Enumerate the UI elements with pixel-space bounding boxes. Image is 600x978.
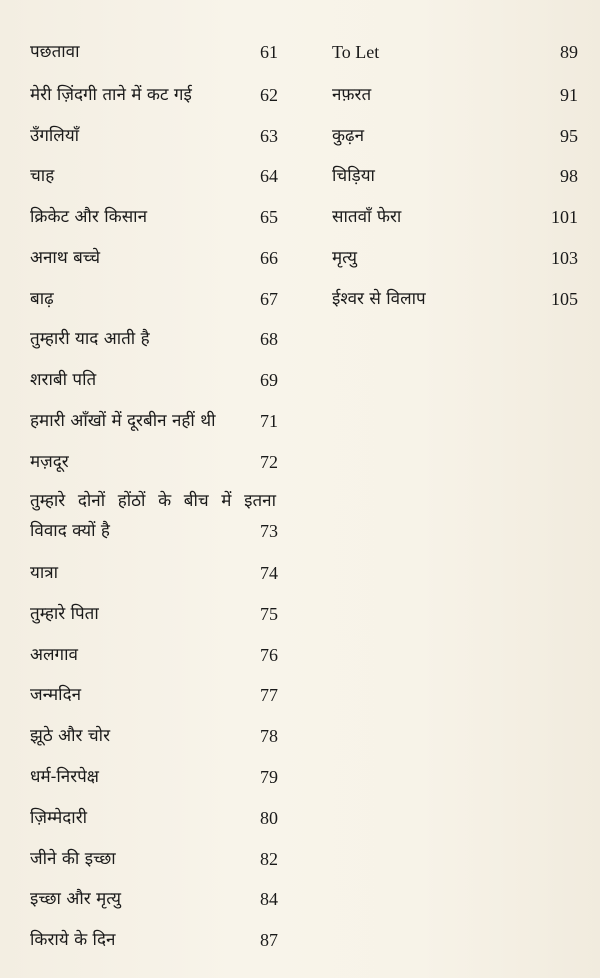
toc-entry-page: 105 xyxy=(551,289,578,309)
toc-entry-title: झूठे और चोर xyxy=(30,726,111,746)
toc-entry-title: मेरी ज़िंदगी ताने में कट गई xyxy=(30,85,192,105)
toc-entry-title: To Let xyxy=(332,42,380,62)
toc-entry-title-line2: विवाद क्यों है xyxy=(30,521,110,541)
toc-entry-page: 65 xyxy=(260,207,278,227)
toc-entry-page: 71 xyxy=(260,411,278,431)
toc-entry-title: पछतावा xyxy=(30,42,80,62)
toc-entry-page: 84 xyxy=(260,889,278,909)
toc-entry-page: 77 xyxy=(260,685,278,705)
toc-entry-title: यात्रा xyxy=(30,563,59,583)
toc-entry-page: 61 xyxy=(260,42,278,62)
toc-entry-title: मृत्यु xyxy=(332,248,357,268)
toc-entry-page: 80 xyxy=(260,808,278,828)
toc-entry-page: 72 xyxy=(260,452,278,472)
toc-entry-title: तुम्हारी याद आती है xyxy=(30,329,150,349)
toc-entry-page: 82 xyxy=(260,849,278,869)
toc-entry-title-line1: तुम्हारे दोनों होंठों के बीच में इतना xyxy=(30,491,276,511)
toc-entry-page: 63 xyxy=(260,126,278,146)
toc-entry-title: ईश्वर से विलाप xyxy=(332,289,426,309)
toc-entry-page: 73 xyxy=(260,521,278,541)
toc-entry-page: 67 xyxy=(260,289,278,309)
toc-entry-title: हमारी आँखों में दूरबीन नहीं थी xyxy=(30,411,216,431)
toc-entry-page: 95 xyxy=(560,126,578,146)
toc-entry-title: कुढ़न xyxy=(332,126,365,146)
toc-entry-title: किराये के दिन xyxy=(30,930,116,950)
toc-entry-title: धर्म-निरपेक्ष xyxy=(30,767,100,787)
toc-entry-page: 101 xyxy=(551,207,578,227)
toc-entry-title: नफ़रत xyxy=(332,85,372,105)
toc-entry-page: 79 xyxy=(260,767,278,787)
toc-entry-title: जीने की इच्छा xyxy=(30,849,116,869)
toc-entry-page: 64 xyxy=(260,166,278,186)
toc-entry-title: इच्छा और मृत्यु xyxy=(30,889,122,909)
toc-entry-page: 98 xyxy=(560,166,578,186)
toc-entry-page: 68 xyxy=(260,329,278,349)
toc-entry-title: चिड़िया xyxy=(332,166,375,186)
toc-entry-title: शराबी पति xyxy=(30,370,97,390)
toc-entry-title: अनाथ बच्चे xyxy=(30,248,101,268)
toc-entry-title: उँगलियाँ xyxy=(30,126,80,146)
toc-entry-page: 87 xyxy=(260,930,278,950)
toc-entry-title: जन्मदिन xyxy=(30,685,82,705)
toc-entry-title: बाढ़ xyxy=(30,289,54,309)
toc-entry-page: 91 xyxy=(560,85,578,105)
toc-entry-title: चाह xyxy=(30,166,55,186)
toc-entry-page: 66 xyxy=(260,248,278,268)
toc-entry-title: क्रिकेट और किसान xyxy=(30,207,148,227)
toc-entry-page: 69 xyxy=(260,370,278,390)
toc-entry-title: ज़िम्मेदारी xyxy=(30,808,88,828)
toc-entry-title xyxy=(30,491,278,541)
toc-entry-title: सातवाँ फेरा xyxy=(332,207,402,227)
toc-entry-page: 89 xyxy=(560,42,578,62)
toc-entry-page: 76 xyxy=(260,645,278,665)
toc-entry-page: 62 xyxy=(260,85,278,105)
toc-entry-page: 78 xyxy=(260,726,278,746)
toc-entry-title: अलगाव xyxy=(30,645,78,665)
toc-entry-page: 103 xyxy=(551,248,578,268)
toc-entry-page: 74 xyxy=(260,563,278,583)
toc-entry-page: 75 xyxy=(260,604,278,624)
toc-entry-title: मज़दूर xyxy=(30,452,69,472)
toc-entry-title: तुम्हारे पिता xyxy=(30,604,99,624)
